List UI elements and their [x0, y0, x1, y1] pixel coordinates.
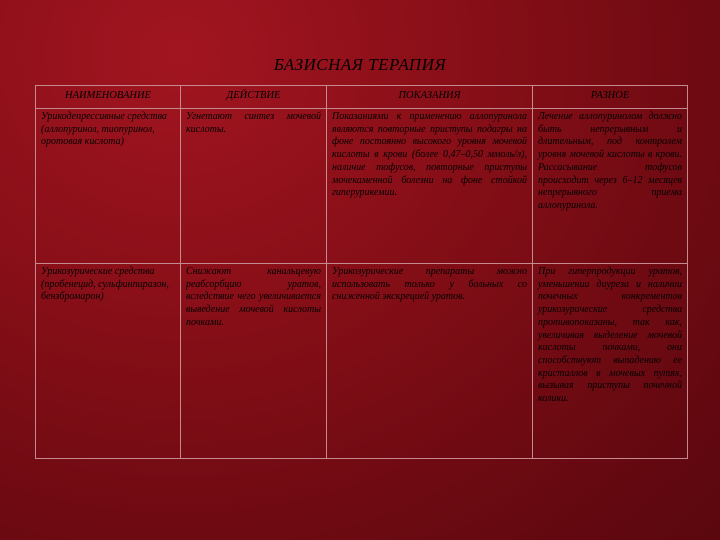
cell-name: Урикодепрессивные средства (аллопуринол, тиопуринол, оротовая кислота) [36, 109, 181, 264]
cell-misc: При гиперпродукции уратов, уменьшении диуреза и наличии почечных конкрементов урикозурические средства противопоказаны, так как, увеличивая выделение мочевой кислоты почками, они способствуют выпадению ее кристаллов в мочевых путях, вызывая приступы почечной колики. [533, 264, 688, 459]
cell-misc: Лечение аллопуринолом должно быть непрерывным и длительным, под контролем уровня мочевой кислоты в крови. Рассасывание тофусов происходит через 6–12 месяцев непрерывного приема аллопуринола. [533, 109, 688, 264]
table-row [36, 109, 688, 264]
slide-title: БАЗИСНАЯ ТЕРАПИЯ [273, 55, 447, 74]
cell-indications: Показаниями к применению аллопуринола являются повторные приступы подагры на фоне постоянно высокого уровня мочевой кислоты в крови (более 0,47–0,50 ммоль/л), наличие тофусов, повторные приступы мочекаменной болезни на фоне стойкой гиперурикемии. [327, 109, 533, 264]
table-row [36, 264, 688, 459]
header-indications: ПОКАЗАНИЯ [327, 86, 533, 109]
header-misc: РАЗНОЕ [533, 86, 688, 109]
cell-name: Урикозурические средства (пробенецид, сульфинпиразон, бензбромарон) [36, 264, 181, 459]
header-name: НАИМЕНОВАНИЕ [36, 86, 181, 109]
cell-indications: Урикозурические препараты можно использовать только у больных со сниженной экскрецией уратов. [327, 264, 533, 459]
cell-action: Угнетают синтез мочевой кислоты. [181, 109, 327, 264]
cell-action: Снижают канальцевую реабсорбцию уратов, вследствие чего увеличивается выведение мочевой кислоты почками. [181, 264, 327, 459]
table-header-row [36, 86, 688, 109]
therapy-table [35, 85, 688, 459]
header-action: ДЕЙСТВИЕ [181, 86, 327, 109]
